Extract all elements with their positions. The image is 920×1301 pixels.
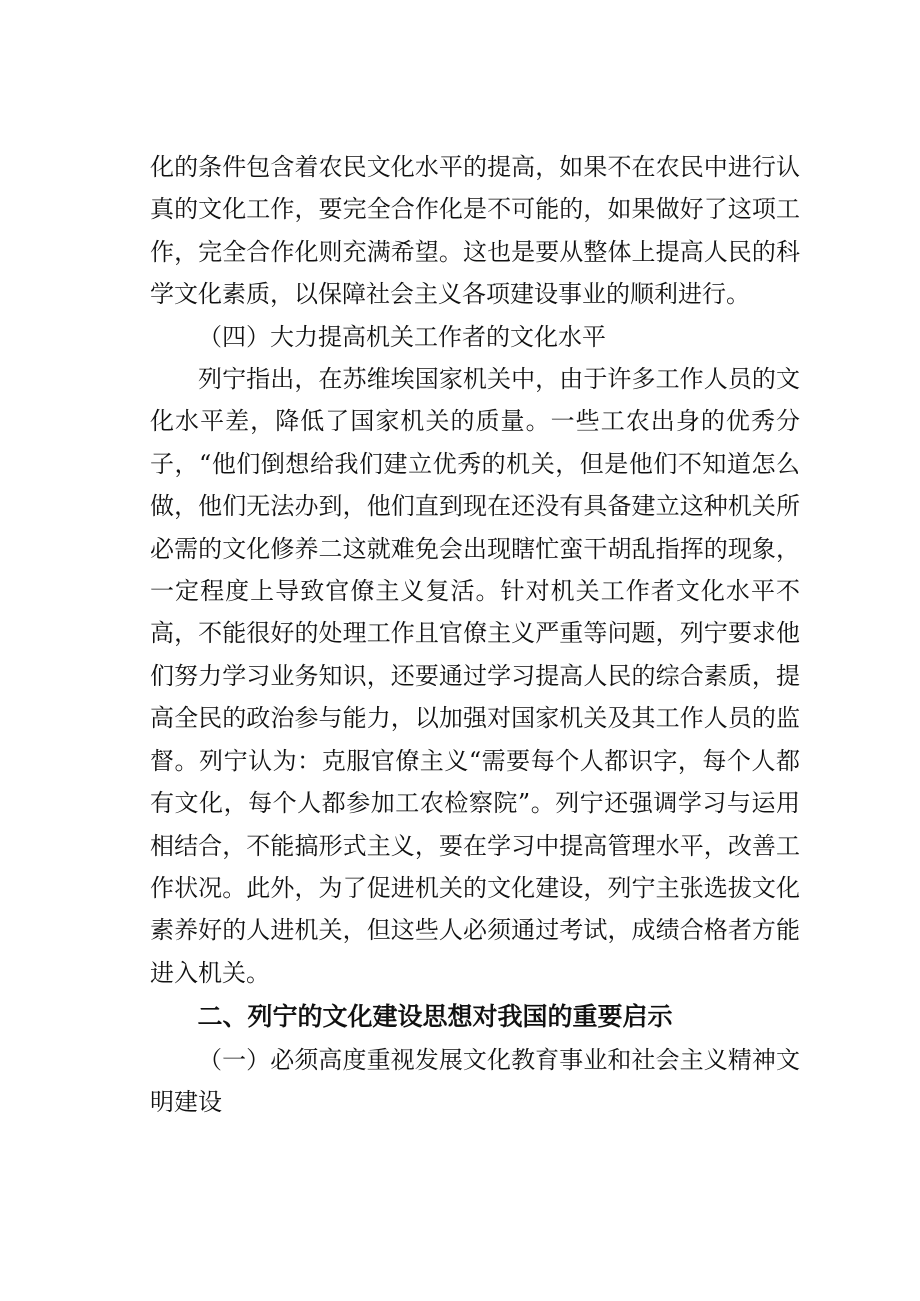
paragraph-continuation: 化的条件包含着农民文化水平的提高，如果不在农民中进行认真的文化工作，要完全合作化是不可能的，如果做好了这项工作，完全合作化则充满希望。这也是要从整体上提高人民的科学文化素质，以保障社会主义各项建设事业的顺利进行。 xyxy=(150,153,800,309)
paragraph-body: 列宁指出，在苏维埃国家机关中，由于许多工作人员的文化水平差，降低了国家机关的质量。一些工农出身的优秀分子，“他们倒想给我们建立优秀的机关，但是他们不知道怎么做，他们无法办到，他们直到现在还没有具备建立这种机关所必需的文化修养二这就难免会出现瞎忙蛮干胡乱指挥的现象，一定程度上导致官僚主义复活。针对机关工作者文化水平不高，不能很好的处理工作且官僚主义严重等问题，列宁要求他们努力学习业务知识，还要通过学习提高人民的综合素质，提高全民的政治参与能力，以加强对国家机关及其工作人员的监督。列宁认为：克服官僚主义“需要每个人都识字，每个人都有文化，每个人都参加工农检察院”。列宁还强调学习与运用相结合，不能搞形式主义，要在学习中提高管理水平，改善工作状况。此外，为了促进机关的文化建设，列宁主张选拔文化素养好的人进机关，但这些人必须通过考试，成绩合格者方能进入机关。 xyxy=(150,365,800,987)
subsection-heading-4: （四）大力提高机关工作者的文化水平 xyxy=(198,322,606,351)
document-body xyxy=(150,146,800,1123)
subsection-heading-1: （一）必须高度重视发展文化教育事业和社会主义精神文明建设 xyxy=(150,1045,800,1116)
section-heading-2: 二、列宁的文化建设思想对我国的重要启示 xyxy=(197,1002,673,1032)
